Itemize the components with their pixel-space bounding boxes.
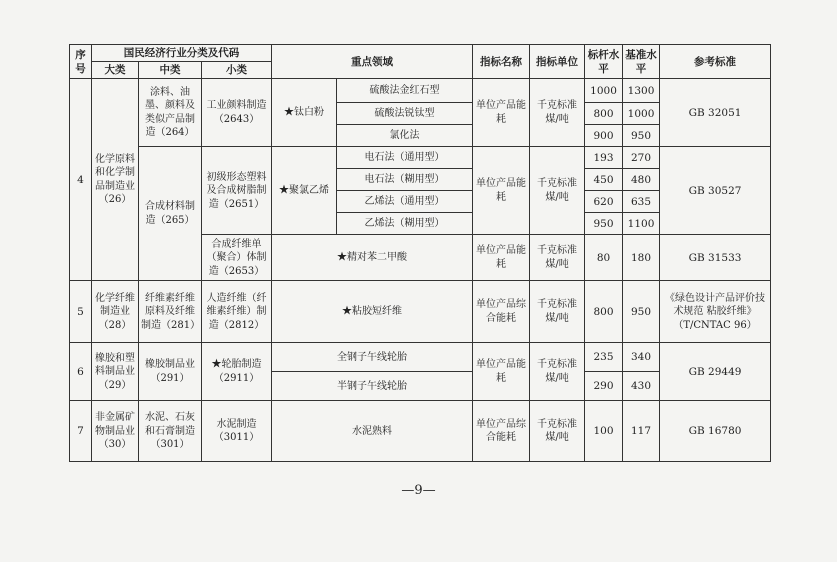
- baseline-value: 950: [623, 281, 660, 343]
- focus-item: 水泥熟料: [272, 401, 473, 462]
- header-indicator-name: 指标名称: [473, 45, 530, 79]
- focus-item: 硫酸法金红石型: [337, 79, 473, 103]
- focus-item: 硫酸法锐钛型: [337, 103, 473, 125]
- indicator-unit: 千克标准煤/吨: [530, 401, 585, 462]
- minor-category: 合成纤维单（聚合）体制造（2653）: [202, 235, 272, 281]
- benchmark-value: 1000: [585, 79, 623, 103]
- baseline-value: 340: [623, 343, 660, 372]
- focus-item: 电石法（糊用型）: [337, 169, 473, 191]
- benchmark-value: 620: [585, 191, 623, 213]
- indicator-unit: 千克标准煤/吨: [530, 147, 585, 235]
- header-benchmark: 标杆水平: [585, 45, 623, 79]
- benchmark-value: 900: [585, 125, 623, 147]
- header-medium: 中类: [139, 62, 202, 79]
- indicator-name: 单位产品能耗: [473, 343, 530, 401]
- table-row: [70, 343, 771, 372]
- indicator-unit: 千克标准煤/吨: [530, 281, 585, 343]
- medium-category: 橡胶制品业（291）: [139, 343, 202, 401]
- focus-item: 乙烯法（糊用型）: [337, 213, 473, 235]
- benchmark-value: 80: [585, 235, 623, 281]
- product-name: ★钛白粉: [272, 79, 337, 147]
- indicator-unit: 千克标准煤/吨: [530, 235, 585, 281]
- table-row: [70, 147, 771, 169]
- row-seq: 6: [70, 343, 92, 401]
- reference-standard: GB 30527: [660, 147, 771, 235]
- baseline-value: 430: [623, 372, 660, 401]
- baseline-value: 635: [623, 191, 660, 213]
- header-major: 大类: [92, 62, 139, 79]
- header-reference: 参考标准: [660, 45, 771, 79]
- focus-item: ★精对苯二甲酸: [272, 235, 473, 281]
- benchmark-value: 800: [585, 281, 623, 343]
- baseline-value: 270: [623, 147, 660, 169]
- energy-benchmark-table: [69, 44, 771, 462]
- indicator-name: 单位产品能耗: [473, 235, 530, 281]
- baseline-value: 117: [623, 401, 660, 462]
- major-category: 非金属矿物制品业（30）: [92, 401, 139, 462]
- table-row: [70, 401, 771, 462]
- benchmark-value: 235: [585, 343, 623, 372]
- focus-item: 全钢子午线轮胎: [272, 343, 473, 372]
- medium-category: 水泥、石灰和石膏制造（301）: [139, 401, 202, 462]
- row-seq: 4: [70, 79, 92, 281]
- header-row-1: [70, 45, 771, 62]
- minor-category: ★轮胎制造（2911）: [202, 343, 272, 401]
- benchmark-value: 193: [585, 147, 623, 169]
- benchmark-value: 800: [585, 103, 623, 125]
- medium-category: 纤维素纤维原料及纤维制造（281）: [139, 281, 202, 343]
- indicator-name: 单位产品能耗: [473, 147, 530, 235]
- row-seq: 5: [70, 281, 92, 343]
- minor-category: 人造纤维（纤维素纤维）制造（2812）: [202, 281, 272, 343]
- indicator-name: 单位产品综合能耗: [473, 281, 530, 343]
- medium-category: 合成材料制造（265）: [139, 147, 202, 281]
- benchmark-value: 950: [585, 213, 623, 235]
- major-category: 橡胶和塑料制品业（29）: [92, 343, 139, 401]
- header-focus: 重点领域: [272, 45, 473, 79]
- indicator-unit: 千克标准煤/吨: [530, 343, 585, 401]
- table-row: [70, 79, 771, 103]
- focus-item: 乙烯法（通用型）: [337, 191, 473, 213]
- indicator-name: 单位产品综合能耗: [473, 401, 530, 462]
- baseline-value: 180: [623, 235, 660, 281]
- reference-standard: GB 31533: [660, 235, 771, 281]
- page-number: —9—: [401, 483, 436, 498]
- header-seq: 序号: [70, 45, 92, 79]
- baseline-value: 1300: [623, 79, 660, 103]
- minor-category: 水泥制造（3011）: [202, 401, 272, 462]
- major-category: 化学纤维制造业（28）: [92, 281, 139, 343]
- indicator-unit: 千克标准煤/吨: [530, 79, 585, 147]
- row-seq: 7: [70, 401, 92, 462]
- benchmark-value: 450: [585, 169, 623, 191]
- indicator-name: 单位产品能耗: [473, 79, 530, 147]
- focus-item: 电石法（通用型）: [337, 147, 473, 169]
- header-minor: 小类: [202, 62, 272, 79]
- baseline-value: 1000: [623, 103, 660, 125]
- reference-standard: 《绿色设计产品评价技术规范 粘胶纤维》（T/CNTAC 96）: [660, 281, 771, 343]
- benchmark-value: 290: [585, 372, 623, 401]
- benchmark-value: 100: [585, 401, 623, 462]
- reference-standard: GB 29449: [660, 343, 771, 401]
- medium-category: 涂料、油墨、颜料及类似产品制造（264）: [139, 79, 202, 147]
- focus-item: 半钢子午线轮胎: [272, 372, 473, 401]
- minor-category: 初级形态塑料及合成树脂制造（2651）: [202, 147, 272, 235]
- reference-standard: GB 32051: [660, 79, 771, 147]
- minor-category: 工业颜料制造（2643）: [202, 79, 272, 147]
- baseline-value: 480: [623, 169, 660, 191]
- header-indicator-unit: 指标单位: [530, 45, 585, 79]
- product-name: ★聚氯乙烯: [272, 147, 337, 235]
- focus-item: 氯化法: [337, 125, 473, 147]
- reference-standard: GB 16780: [660, 401, 771, 462]
- header-baseline: 基准水平: [623, 45, 660, 79]
- major-category: 化学原料和化学制品制造业（26）: [92, 79, 139, 281]
- table-row: [70, 281, 771, 343]
- baseline-value: 950: [623, 125, 660, 147]
- header-classification: 国民经济行业分类及代码: [92, 45, 272, 62]
- focus-item: ★粘胶短纤维: [272, 281, 473, 343]
- baseline-value: 1100: [623, 213, 660, 235]
